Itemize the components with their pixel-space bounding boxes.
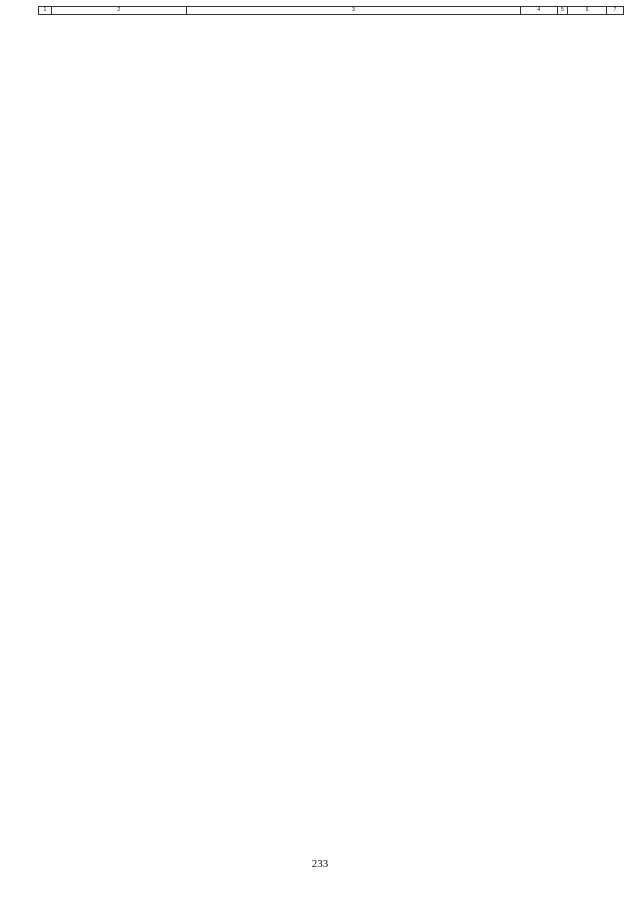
program-table xyxy=(38,6,624,15)
program-table-body xyxy=(39,7,624,15)
header-row xyxy=(39,7,624,15)
header-col-5: 5 xyxy=(557,7,568,15)
page-number: 233 xyxy=(311,858,329,870)
header-col-3: 3 xyxy=(186,7,520,15)
header-col-2: 2 xyxy=(51,7,186,15)
header-col-6: 6 xyxy=(568,7,607,15)
header-col-7: 7 xyxy=(606,7,623,15)
header-col-4: 4 xyxy=(521,7,557,15)
header-col-1: 1 xyxy=(39,7,52,15)
